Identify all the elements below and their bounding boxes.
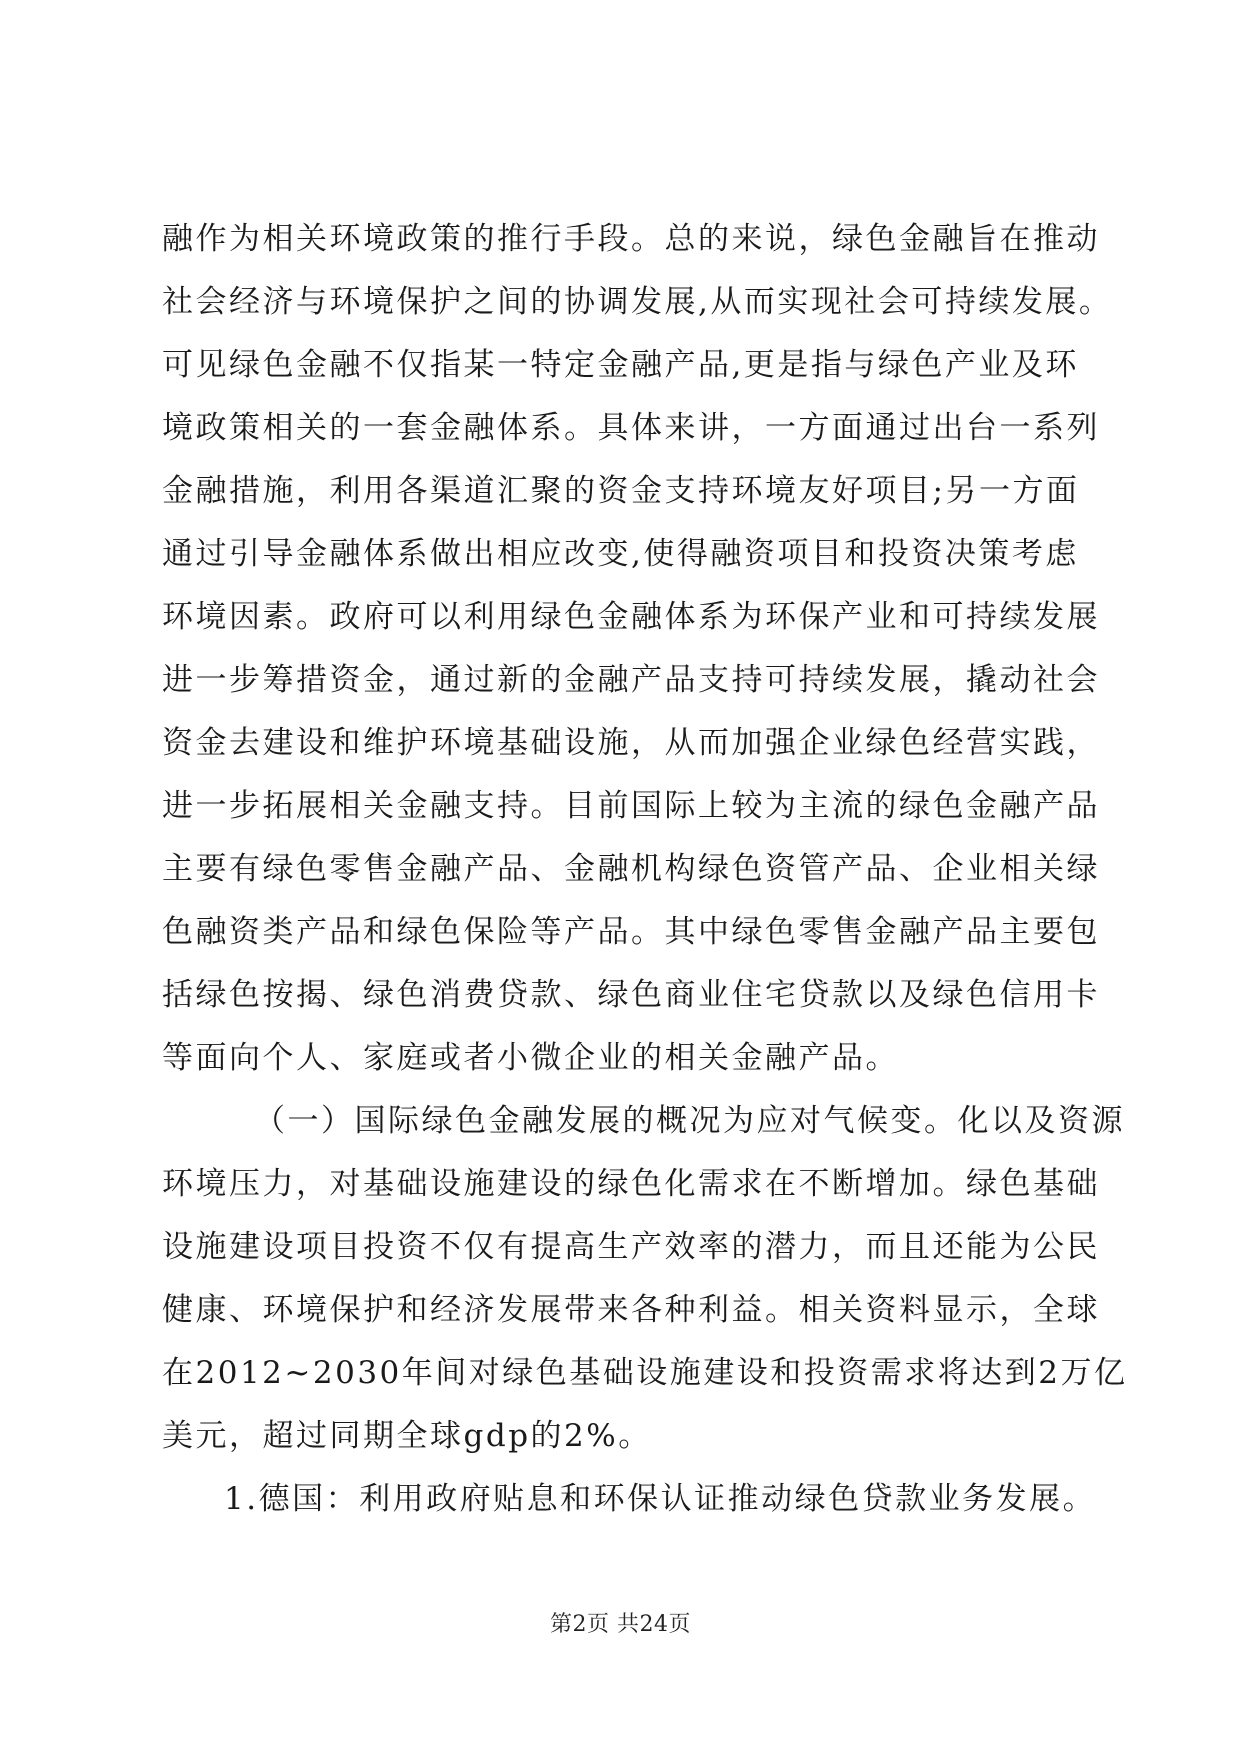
text-line: 主要有绿色零售金融产品、金融机构绿色资管产品、企业相关绿 — [162, 851, 1100, 887]
page-footer — [0, 1610, 1241, 1640]
text-line: 社会经济与环境保护之间的协调发展,从而实现社会可持续发展。 — [162, 284, 1113, 320]
text-line: 环境因素。政府可以利用绿色金融体系为环保产业和可持续发展 — [162, 599, 1100, 635]
text-line: 环境压力，对基础设施建设的绿色化需求在不断增加。绿色基础 — [162, 1166, 1100, 1202]
text-line: 进一步拓展相关金融支持。目前国际上较为主流的绿色金融产品 — [162, 788, 1100, 824]
text-line: 设施建设项目投资不仅有提高生产效率的潜力，而且还能为公民 — [162, 1229, 1100, 1265]
text-line: 融作为相关环境政策的推行手段。总的来说，绿色金融旨在推动 — [162, 221, 1100, 257]
text-line: 通过引导金融体系做出相应改变,使得融资项目和投资决策考虑 — [162, 536, 1079, 572]
document-body — [162, 208, 1128, 1531]
text-line: 色融资类产品和绿色保险等产品。其中绿色零售金融产品主要包 — [162, 914, 1100, 950]
text-line: 资金去建设和维护环境基础设施，从而加强企业绿色经营实践， — [162, 725, 1100, 761]
subsection-heading-line: 1.德国：利用政府贴息和环保认证推动绿色贷款业务发展。 — [224, 1481, 1097, 1517]
text-line: 可见绿色金融不仅指某一特定金融产品,更是指与绿色产业及环 — [162, 347, 1079, 383]
text-line: 健康、环境保护和经济发展带来各种利益。相关资料显示，全球 — [162, 1292, 1100, 1328]
text-line: 等面向个人、家庭或者小微企业的相关金融产品。 — [162, 1040, 899, 1076]
text-line: 美元，超过同期全球gdp的2%。 — [162, 1418, 652, 1454]
text-line: 在2012~2030年间对绿色基础设施建设和投资需求将达到2万亿 — [162, 1355, 1128, 1391]
section-heading-line: （一）国际绿色金融发展的概况为应对气候变。化以及资源 — [254, 1103, 1125, 1139]
text-line: 括绿色按揭、绿色消费贷款、绿色商业住宅贷款以及绿色信用卡 — [162, 977, 1100, 1013]
text-line: 进一步筹措资金，通过新的金融产品支持可持续发展，撬动社会 — [162, 662, 1100, 698]
page-number: 第2页 共24页 — [550, 1612, 691, 1637]
text-line: 境政策相关的一套金融体系。具体来讲，一方面通过出台一系列 — [162, 410, 1100, 446]
text-line: 金融措施，利用各渠道汇聚的资金支持环境友好项目;另一方面 — [162, 473, 1080, 509]
